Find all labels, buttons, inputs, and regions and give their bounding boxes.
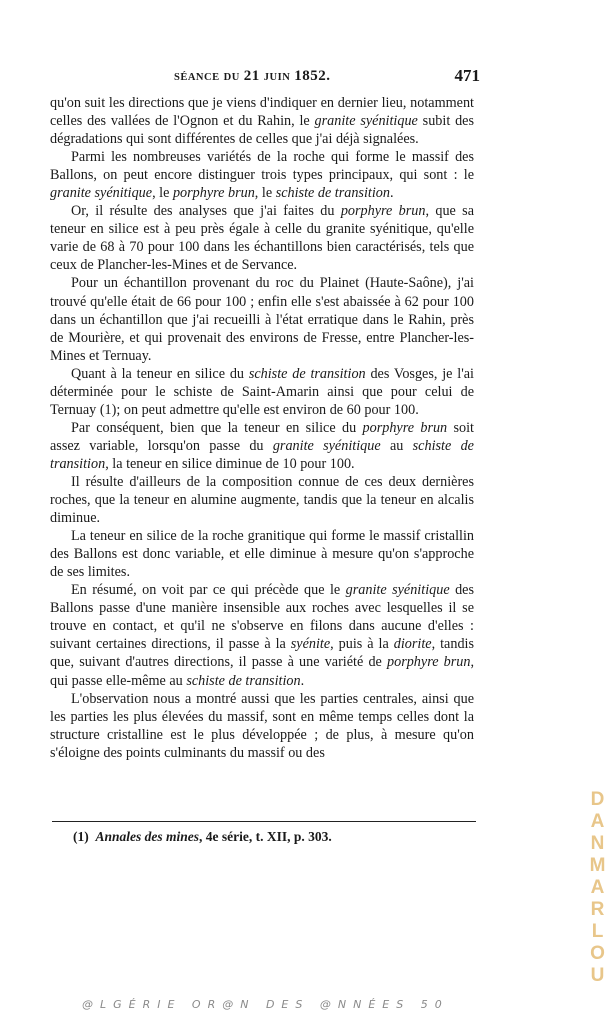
footer-watermark: @LGÉRIE OR@N DES @NNÉES 50 [82,998,449,1011]
text-run: , puis à la [330,636,394,653]
side-stamp: DANMARLOU [587,789,608,987]
italic-run: porphyre brun [340,203,426,220]
paragraph [50,94,474,148]
text-run: L'observation nous a montré aussi que les parties centrales, ainsi que les parties les plus élevées du massif, sont en même temps celles dont la structure cristalline est le plus développée ; de plus, à mesure qu'on s'éloigne des points culminants du massif ou des [50,690,474,761]
italic-run: syénite [290,636,331,653]
italic-run: schiste de transition [50,437,474,472]
title-month: JUIN [263,72,291,83]
text-run: , le [254,185,276,202]
text-run: , que sa teneur en silice est à peu près égale à celle du granite syénitique, qu'elle varie de 68 à 70 pour 100 dans les échantillons bien caractérisés, tels que ceux de Plancher-les-Mines et de Servance. [50,203,474,274]
italic-run: granite syénitique [50,185,153,202]
footnote-rest: , 4e série, t. XII, p. 303. [199,829,332,844]
text-run: , tandis que, suivant d'autres directions, il passe à une variété de [50,636,475,671]
text-run: subit des dégradations qui sont différentes de celles que j'ai déjà signalées. [50,113,474,148]
italic-run: schiste de transition [275,185,390,202]
paragraph [50,274,474,364]
italic-run: porphyre brun [172,185,255,202]
paragraph [50,202,474,274]
text-run: des Ballons passe d'une manière insensible aux roches avec lesquelles il se trouve en contact, et qu'il ne s'observe en filons dans aucune d'elles : suivant certaines directions, il passe à la [50,582,474,653]
running-title [174,68,331,85]
title-du: DU [223,72,240,83]
running-header [50,66,480,88]
italic-run: porphyre brun [362,419,448,436]
text-run: , le [152,185,173,202]
paragraph [50,419,474,473]
text-run: , la teneur en silice diminue de 10 pour 100. [105,455,355,472]
italic-run: granite syénitique [314,113,418,130]
paragraph [50,473,474,527]
text-run: Il résulte d'ailleurs de la composition connue de ces deux dernières roches, que la teneur en alumine augmente, tandis que la teneur en alcalis diminue. [50,473,474,527]
paragraph [50,690,474,762]
footnote-marker: (1) [73,829,89,844]
title-seance: SÉANCE [174,72,220,83]
text-run: Or, il résulte des analyses que j'ai faites du [71,203,341,220]
paragraph [50,527,474,581]
body-text [50,94,474,762]
text-run: soit assez variable, lorsqu'on passe du [50,419,474,454]
footnote-source: Annales des mines [95,829,200,844]
title-year: 1852. [294,68,331,84]
footnote-rule [52,821,476,822]
text-run: Parmi les nombreuses variétés de la roche qui forme le massif des Ballons, on peut encore distinguer trois types principaux, qui sont : le [50,149,474,184]
text-run: . [300,672,305,689]
text-run: La teneur en silice de la roche granitique qui forme le massif cristallin des Ballons est donc variable, et elle diminue à mesure qu'on s'approche de ses limites. [50,528,474,581]
text-run: , qui passe elle-même au [50,654,474,689]
text-run: au [380,437,413,454]
text-run: En résumé, on voit par ce qui précède que le [71,582,346,599]
italic-run: granite syénitique [345,582,450,599]
paragraph [50,581,474,689]
text-run: Quant à la teneur en silice du [71,365,249,382]
text-run: Pour un échantillon provenant du roc du Plainet (Haute-Saône), j'ai trouvé qu'elle était de 66 pour 100 ; enfin elle s'est abaissée à 62 pour 100 dans un échantillon que j'ai recueilli à l'état erratique dans le Rahin, près de Mourière, et qui provenait des environs de Fresse, entre Plancher-les-Mines et Ternuay. [50,275,474,364]
italic-run: diorite [393,636,432,653]
text-run: des Vosges, je l'ai déterminée pour le schiste de Saint-Amarin ainsi que pour celui de Ternuay (1); on peut admettre qu'elle est environ de 60 pour 100. [50,365,474,418]
text-run: Par conséquent, bien que la teneur en silice du [71,419,363,436]
paragraph [50,148,474,202]
italic-run: schiste de transition [248,365,366,382]
footnote [73,829,332,845]
text-run: . [389,185,394,202]
italic-run: porphyre brun [387,654,471,671]
paragraph [50,365,474,419]
italic-run: schiste de transition [186,672,301,689]
title-day: 21 [243,68,260,84]
page-number: 471 [454,66,480,85]
text-run: qu'on suit les directions que je viens d'indiquer en dernier lieu, notamment celles des vallées de l'Ognon et du Rahin, le [50,95,474,130]
italic-run: granite syénitique [272,437,381,454]
